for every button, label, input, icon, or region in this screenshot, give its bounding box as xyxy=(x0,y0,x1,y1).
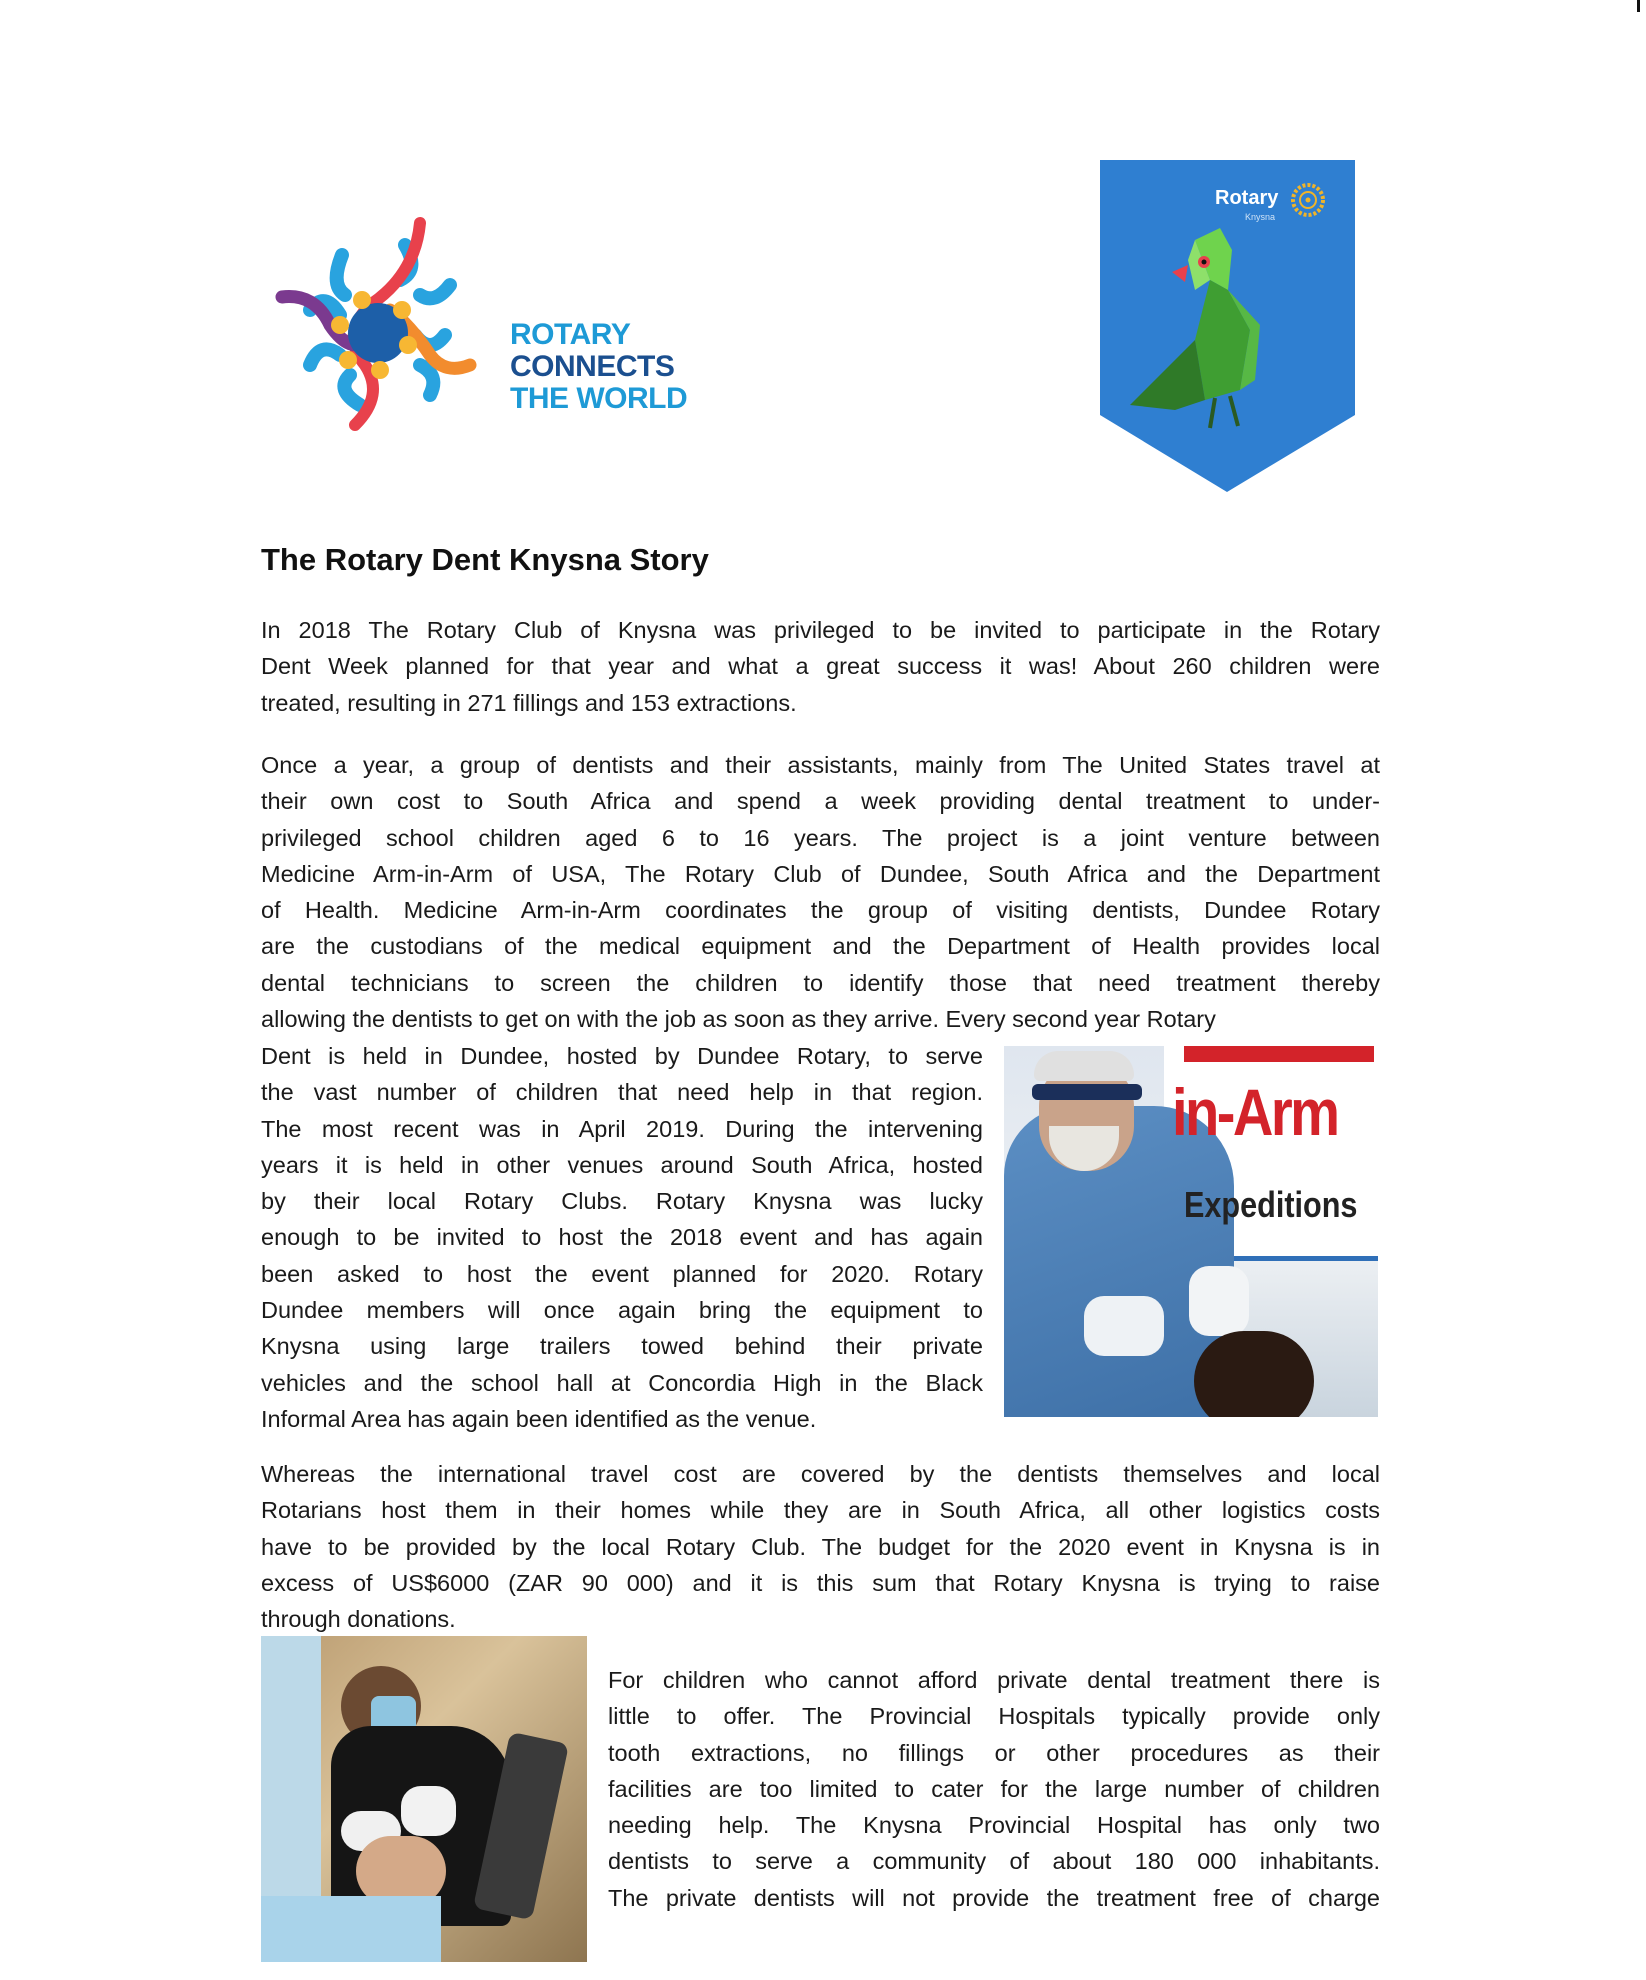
text-line: been asked to host the event planned for 2020. Rotary xyxy=(261,1260,983,1287)
text-line: years it is held in other venues around South Africa, hosted xyxy=(261,1151,983,1178)
text-line: Informal Area has again been identified as the venue. xyxy=(261,1405,817,1432)
text-line: by their local Rotary Clubs. Rotary Knysna was lucky xyxy=(261,1188,983,1215)
text-line: privileged school children aged 6 to 16 years. The project is a joint venture between xyxy=(261,824,1380,851)
paragraph-3 xyxy=(261,1038,983,1437)
banner-brand: Rotary xyxy=(1215,187,1279,209)
article-title: The Rotary Dent Knysna Story xyxy=(261,542,709,577)
logo-line-rotary: ROTARY xyxy=(510,318,631,351)
text-line: The most recent was in April 2019. During the intervening xyxy=(261,1115,983,1142)
text-line: Knysna using large trailers towed behind their private xyxy=(261,1333,983,1360)
text-line: their own cost to South Africa and spend a week providing dental treatment to under- xyxy=(261,788,1380,815)
text-line: dentists to serve a community of about 180 000 inhabitants. xyxy=(608,1848,1380,1875)
paragraph-2 xyxy=(261,747,1380,1037)
text-line: of Health. Medicine Arm-in-Arm coordinates the group of visiting dentists, Dundee Rotary xyxy=(261,897,1380,924)
text-line: excess of US$6000 (ZAR 90 000) and it is this sum that Rotary Knysna is trying to raise xyxy=(261,1569,1380,1596)
paragraph-5 xyxy=(608,1662,1380,1916)
text-line: allowing the dentists to get on with the job as soon as they arrive. Every second year Rotary xyxy=(261,1006,1216,1033)
banner-club: Knysna xyxy=(1245,212,1276,222)
text-line: Rotarians host them in their homes while they are in South Africa, all other logistics costs xyxy=(261,1497,1380,1524)
rotary-connects-logo xyxy=(270,215,710,440)
text-line: Dundee members will once again bring the equipment to xyxy=(261,1297,983,1324)
text-line: treated, resulting in 271 fillings and 153 extractions. xyxy=(261,689,797,716)
rotary-knysna-banner xyxy=(1100,160,1355,492)
text-line: tooth extractions, no fillings or other procedures as their xyxy=(608,1739,1380,1766)
text-line: are the custodians of the medical equipment and the Department of Health provides local xyxy=(261,933,1380,960)
text-line: Dent Week planned for that year and what a great success it was! About 260 children were xyxy=(261,653,1380,680)
text-line: enough to be invited to host the 2018 event and has again xyxy=(261,1224,983,1251)
scan-corner-mark xyxy=(1637,0,1640,12)
dentist-expedition-photo xyxy=(1004,1046,1378,1417)
logo-line-connects: CONNECTS xyxy=(510,350,675,383)
text-line: For children who cannot afford private dental treatment there is xyxy=(608,1667,1380,1693)
text-line: Dent is held in Dundee, hosted by Dundee Rotary, to serve xyxy=(261,1043,983,1069)
text-line: Once a year, a group of dentists and their assistants, mainly from The United States travel at xyxy=(261,752,1380,778)
dentist-treatment-photo xyxy=(261,1636,587,1962)
rotary-connects-emblem-icon xyxy=(270,215,500,440)
text-line: dental technicians to screen the children to identify those that need treatment thereby xyxy=(261,969,1380,996)
text-line: Whereas the international travel cost are covered by the dentists themselves and local xyxy=(261,1461,1380,1487)
paragraph-1 xyxy=(261,612,1380,721)
logo-line-the-world: THE WORLD xyxy=(510,382,688,415)
text-line: In 2018 The Rotary Club of Knysna was privileged to be invited to participate in the Rotary xyxy=(261,617,1380,643)
text-line: vehicles and the school hall at Concordia High in the Black xyxy=(261,1369,983,1396)
text-line: through donations. xyxy=(261,1606,456,1633)
text-line: Medicine Arm-in-Arm of USA, The Rotary Club of Dundee, South Africa and the Department xyxy=(261,860,1380,887)
banner-text-expeditions: Expeditions xyxy=(1184,1184,1358,1225)
text-line: needing help. The Knysna Provincial Hospital has only two xyxy=(608,1812,1380,1839)
text-line: the vast number of children that need help in that region. xyxy=(261,1079,983,1106)
text-line: have to be provided by the local Rotary Club. The budget for the 2020 event in Knysna is in xyxy=(261,1533,1380,1560)
paragraph-4 xyxy=(261,1456,1380,1637)
text-line: The private dentists will not provide the treatment free of charge xyxy=(608,1884,1380,1911)
text-line: little to offer. The Provincial Hospitals typically provide only xyxy=(608,1703,1380,1730)
text-line: facilities are too limited to cater for the large number of children xyxy=(608,1775,1380,1802)
banner-text-in-arm: in-Arm xyxy=(1172,1075,1338,1149)
